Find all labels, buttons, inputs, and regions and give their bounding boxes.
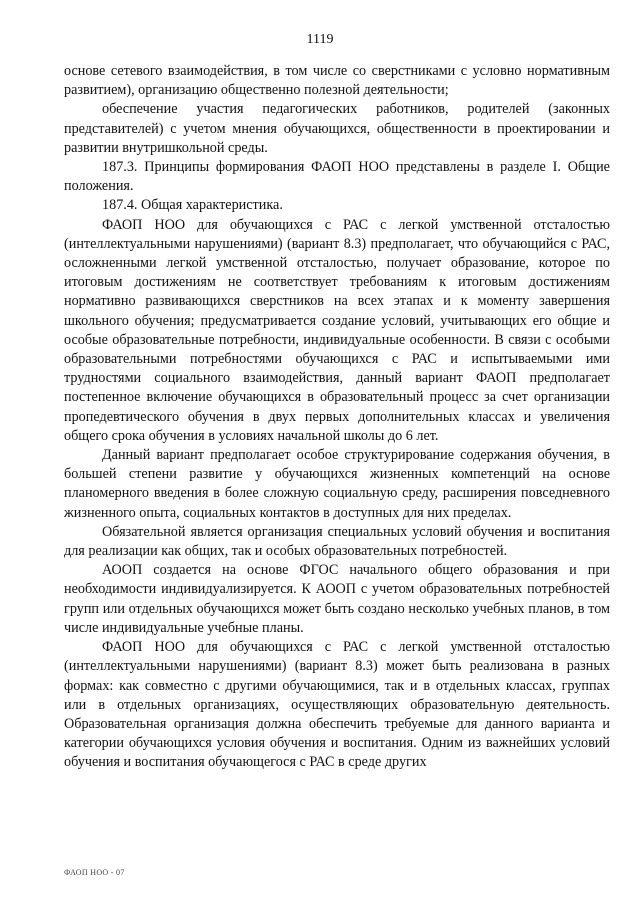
- page-number: 1119: [306, 32, 334, 47]
- paragraph: ФАОП НОО для обучающихся с РАС с легкой умственной отсталостью (интеллектуальными нарушениями) (вариант 8.3) предполагает, что обучающийся с РАС, осложненными легкой умственной отсталостью, получает образование, которое по итоговым достижениям не соответствует требованиям к итоговым достижениям нормативно развивающихся сверстников на всех этапах и к моменту завершения школьного обучения; предусматривается создание условий, учитывающих его общие и особые образовательные потребности, индивидуальные особенности. В связи с особыми образовательными потребностями обучающихся с РАС и испытываемыми ими трудностями социального взаимодействия, данный вариант ФАОП предполагает постепенное включение обучающихся в образовательный процесс за счет организации пропедевтического обучения в двух первых дополнительных классах и увеличения общего срока обучения в условиях начальной школы до 6 лет.: [64, 216, 610, 444]
- paragraph: ФАОП НОО для обучающихся с РАС с легкой умственной отсталостью (интеллектуальными нарушениями) (вариант 8.3) может быть реализована в разных формах: как совместно с другими обучающимися, так и в отдельных классах, группах или в отдельных организациях, осуществляющих образовательную деятельность. Образовательная организация должна обеспечить требуемые для данного варианта и категории обучающихся условия обучения и воспитания. Одним из важнейших условий обучения и воспитания обучающегося с РАС в среде других: [64, 639, 610, 771]
- paragraph-continuation: основе сетевого взаимодействия, в том числе со сверстниками с условно нормативным развитием), организацию общественно полезной деятельности;: [64, 63, 610, 99]
- paragraph-section-187-3: 187.3. Принципы формирования ФАОП НОО представлены в разделе I. Общие положения.: [64, 159, 610, 195]
- paragraph: Данный вариант предполагает особое структурирование содержания обучения, в большей степени развитие у обучающихся жизненных компетенций на основе планомерного введения в более сложную социальную среду, расширения повседневного жизненного опыта, социальных контактов в доступных для них пределах.: [64, 447, 610, 521]
- footer-document-code: ФАОП НОО - 07: [64, 868, 125, 877]
- paragraph: обеспечение участия педагогических работников, родителей (законных представителей) с учетом мнения обучающихся, общественности в проектировании и развитии внутришкольной среды.: [64, 101, 610, 156]
- paragraph: Обязательной является организация специальных условий обучения и воспитания для реализации как общих, так и особых образовательных потребностей.: [64, 523, 610, 560]
- body-text: [64, 62, 610, 773]
- paragraph-section-187-4: 187.4. Общая характеристика.: [102, 197, 283, 214]
- paragraph: АООП создается на основе ФГОС начального общего образования и при необходимости индивидуализируется. К АООП с учетом образовательных потребностей групп или отдельных обучающихся может быть создано несколько учебных планов, в том числе индивидуальные учебные планы.: [64, 562, 610, 636]
